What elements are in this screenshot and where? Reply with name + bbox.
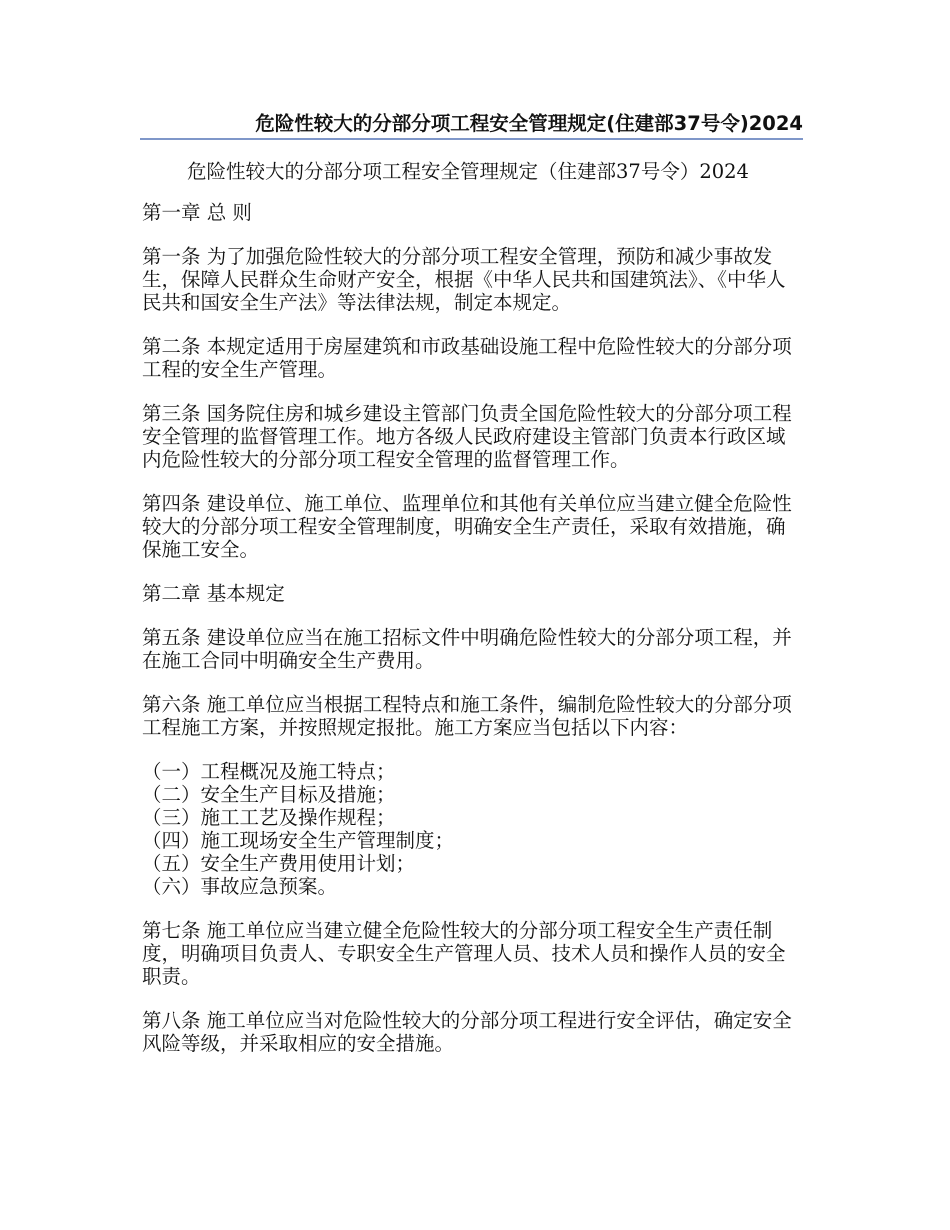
chapter-2-heading: 第二章 基本规定 (142, 582, 285, 605)
article-6-list (142, 760, 804, 898)
article-4: 第四条 建设单位、施工单位、监理单位和其他有关单位应当建立健全危险性较大的分部分项工程安全管理制度，明确安全生产责任，采取有效措施，确保施工安全。 (142, 492, 792, 561)
document-body (142, 160, 804, 1055)
header-divider (140, 138, 803, 140)
article-6: 第六条 施工单位应当根据工程特点和施工条件，编制危险性较大的分部分项工程施工方案，并按照规定报批。施工方案应当包括以下内容： (142, 693, 792, 739)
article-7: 第七条 施工单位应当建立健全危险性较大的分部分项工程安全生产责任制度，明确项目负责人、专职安全生产管理人员、技术人员和操作人员的安全职责。 (142, 919, 786, 988)
list-item: （六）事故应急预案。 (142, 875, 338, 898)
document-title: 危险性较大的分部分项工程安全管理规定（住建部37号令）2024 (187, 160, 749, 183)
list-item: （三）施工工艺及操作规程； (142, 806, 396, 829)
article-3: 第三条 国务院住房和城乡建设主管部门负责全国危险性较大的分部分项工程安全管理的监督管理工作。地方各级人民政府建设主管部门负责本行政区域内危险性较大的分部分项工程安全管理的监督管理工作。 (142, 402, 792, 471)
list-item: （五）安全生产费用使用计划； (142, 852, 416, 875)
article-8: 第八条 施工单位应当对危险性较大的分部分项工程进行安全评估，确定安全风险等级，并采取相应的安全措施。 (142, 1009, 792, 1055)
article-1: 第一条 为了加强危险性较大的分部分项工程安全管理，预防和减少事故发生，保障人民群众生命财产安全，根据《中华人民共和国建筑法》、《中华人民共和国安全生产法》等法律法规，制定本规定。 (142, 245, 786, 314)
list-item: （四）施工现场安全生产管理制度； (142, 829, 455, 852)
list-item: （二）安全生产目标及措施； (142, 783, 396, 806)
chapter-1-heading: 第一章 总 则 (142, 201, 252, 224)
article-2: 第二条 本规定适用于房屋建筑和市政基础设施工程中危险性较大的分部分项工程的安全生产管理。 (142, 335, 792, 381)
running-header: 危险性较大的分部分项工程安全管理规定(住建部37号令)2024 (255, 112, 803, 135)
article-5: 第五条 建设单位应当在施工招标文件中明确危险性较大的分部分项工程，并在施工合同中明确安全生产费用。 (142, 626, 792, 672)
list-item: （一）工程概况及施工特点； (142, 760, 396, 783)
